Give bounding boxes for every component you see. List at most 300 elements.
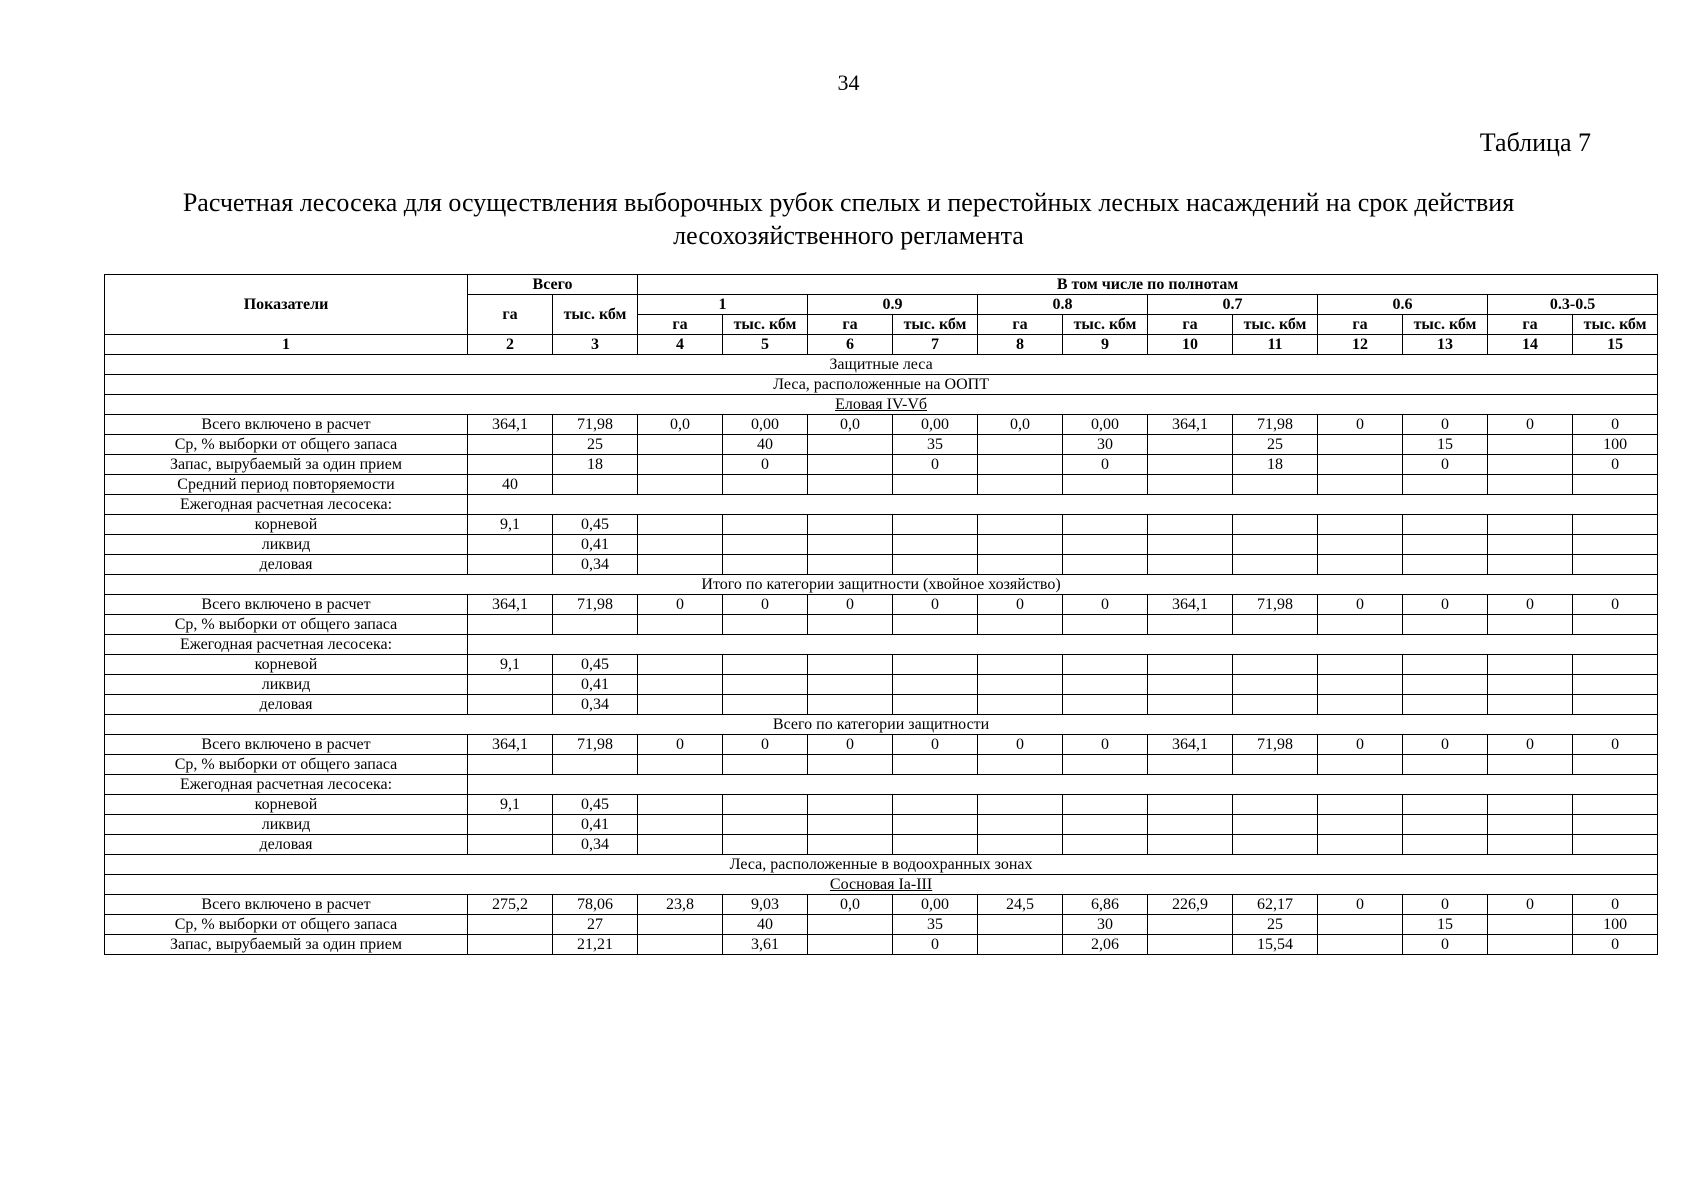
- table-cell: [1318, 915, 1403, 935]
- header-density: 0.8: [978, 295, 1148, 315]
- table-cell: [638, 515, 723, 535]
- empty-span-cell: [468, 495, 1658, 515]
- table-cell: 0,41: [553, 675, 638, 695]
- table-cell: 0,00: [723, 415, 808, 435]
- table-cell: [1063, 675, 1148, 695]
- row-label: Ср, % выборки от общего запаса: [105, 615, 468, 635]
- section-title: Всего по категории защитности: [105, 715, 1658, 735]
- table-cell: [893, 755, 978, 775]
- table-cell: [893, 655, 978, 675]
- table-cell: 0,45: [553, 515, 638, 535]
- section-title: Защитные леса: [105, 355, 1658, 375]
- header-ha: га: [638, 315, 723, 335]
- row-label: Всего включено в расчет: [105, 895, 468, 915]
- table-cell: [1148, 615, 1233, 635]
- table-row: [105, 595, 1658, 615]
- header-vol: тыс. кбм: [723, 315, 808, 335]
- table-cell: [1488, 555, 1573, 575]
- table-cell: [1148, 815, 1233, 835]
- table-cell: [1063, 795, 1148, 815]
- table-cell: [468, 555, 553, 575]
- table-cell: [638, 475, 723, 495]
- table-cell: [1318, 935, 1403, 955]
- header-including: В том числе по полнотам: [638, 275, 1658, 295]
- table-cell: [468, 695, 553, 715]
- table-cell: 71,98: [1233, 735, 1318, 755]
- table-cell: 0,00: [1063, 415, 1148, 435]
- table-row: [105, 675, 1658, 695]
- table-cell: [808, 615, 893, 635]
- table-cell: 0: [893, 935, 978, 955]
- table-cell: [1148, 795, 1233, 815]
- column-number: 10: [1148, 335, 1233, 355]
- table-cell: [808, 695, 893, 715]
- table-cell: 15: [1403, 915, 1488, 935]
- table-cell: 0: [1063, 455, 1148, 475]
- table-cell: [978, 435, 1063, 455]
- column-number: 3: [553, 335, 638, 355]
- table-cell: 226,9: [1148, 895, 1233, 915]
- table-cell: 0: [1403, 455, 1488, 475]
- row-label: ликвид: [105, 815, 468, 835]
- table-cell: [1573, 535, 1658, 555]
- table-cell: [1148, 675, 1233, 695]
- row-label: Ср, % выборки от общего запаса: [105, 755, 468, 775]
- table-cell: [978, 795, 1063, 815]
- table-cell: [1488, 655, 1573, 675]
- table-cell: [638, 935, 723, 955]
- table-cell: 9,03: [723, 895, 808, 915]
- table-cell: [1403, 475, 1488, 495]
- table-cell: [723, 795, 808, 815]
- header-row-1: [105, 275, 1658, 295]
- table-cell: [808, 755, 893, 775]
- table-cell: [1318, 655, 1403, 675]
- table-cell: 0: [1573, 735, 1658, 755]
- table-cell: [723, 675, 808, 695]
- table-cell: [893, 695, 978, 715]
- table-row: [105, 755, 1658, 775]
- table-cell: 0: [1318, 895, 1403, 915]
- table-cell: 35: [893, 915, 978, 935]
- table-cell: [978, 555, 1063, 575]
- table-cell: 78,06: [553, 895, 638, 915]
- table-cell: [1233, 515, 1318, 535]
- header-total: Всего: [468, 275, 638, 295]
- table-cell: 0: [638, 595, 723, 615]
- table-cell: 0: [1063, 595, 1148, 615]
- table-cell: 0: [1318, 595, 1403, 615]
- table-cell: [1573, 795, 1658, 815]
- table-cell: [1573, 515, 1658, 535]
- header-ha: га: [808, 315, 893, 335]
- table-cell: [1488, 435, 1573, 455]
- table-cell: [1148, 695, 1233, 715]
- table-cell: 0: [978, 735, 1063, 755]
- table-cell: [638, 755, 723, 775]
- row-label: Всего включено в расчет: [105, 415, 468, 435]
- table-row: [105, 695, 1658, 715]
- row-label: деловая: [105, 555, 468, 575]
- table-cell: [1233, 555, 1318, 575]
- table-cell: 0,34: [553, 835, 638, 855]
- table-cell: [808, 675, 893, 695]
- table-cell: 40: [723, 435, 808, 455]
- table-row: [105, 935, 1658, 955]
- table-cell: [1573, 815, 1658, 835]
- table-cell: [808, 815, 893, 835]
- table-cell: [1403, 535, 1488, 555]
- table-cell: 0: [1403, 735, 1488, 755]
- row-label: корневой: [105, 655, 468, 675]
- table-cell: [978, 915, 1063, 935]
- table-cell: [893, 515, 978, 535]
- table-cell: [1403, 815, 1488, 835]
- table-row: [105, 735, 1658, 755]
- table-cell: 25: [553, 435, 638, 455]
- table-cell: 0: [893, 595, 978, 615]
- table-cell: [1148, 475, 1233, 495]
- table-cell: [1063, 535, 1148, 555]
- column-number: 2: [468, 335, 553, 355]
- table-row: [105, 895, 1658, 915]
- row-label: ликвид: [105, 675, 468, 695]
- header-total-ha: га: [468, 295, 553, 335]
- table-cell: [1573, 675, 1658, 695]
- table-row: [105, 515, 1658, 535]
- header-col-numbers: [105, 335, 1658, 355]
- table-cell: [468, 435, 553, 455]
- table-cell: 0: [723, 455, 808, 475]
- table-row: [105, 915, 1658, 935]
- row-label: Ежегодная расчетная лесосека:: [105, 495, 468, 515]
- table-cell: [1233, 535, 1318, 555]
- table-cell: [1063, 555, 1148, 575]
- table-cell: 30: [1063, 915, 1148, 935]
- row-label: Запас, вырубаемый за один прием: [105, 455, 468, 475]
- table-cell: 3,61: [723, 935, 808, 955]
- table-cell: 15,54: [1233, 935, 1318, 955]
- table-cell: 25: [1233, 915, 1318, 935]
- header-ha: га: [1488, 315, 1573, 335]
- page-number: 34: [837, 70, 860, 95]
- table-cell: 364,1: [468, 415, 553, 435]
- table-row: [105, 535, 1658, 555]
- table-cell: [1318, 475, 1403, 495]
- table-row: [105, 875, 1658, 895]
- header-ha: га: [1148, 315, 1233, 335]
- row-label: деловая: [105, 695, 468, 715]
- table-cell: 0: [808, 595, 893, 615]
- table-cell: [1488, 835, 1573, 855]
- table-cell: 0,45: [553, 795, 638, 815]
- table-row: [105, 835, 1658, 855]
- column-number: 7: [893, 335, 978, 355]
- row-label: деловая: [105, 835, 468, 855]
- table-row: [105, 355, 1658, 375]
- table-cell: 30: [1063, 435, 1148, 455]
- table-cell: [1573, 655, 1658, 675]
- table-cell: [638, 455, 723, 475]
- table-cell: 0: [723, 595, 808, 615]
- subsection-title: Еловая IV-Vб: [105, 395, 1658, 415]
- table-cell: [638, 815, 723, 835]
- table-cell: 15: [1403, 435, 1488, 455]
- table-cell: [1318, 615, 1403, 635]
- table-cell: 0,00: [893, 415, 978, 435]
- table-cell: 0,34: [553, 555, 638, 575]
- table-cell: [808, 935, 893, 955]
- row-label: Всего включено в расчет: [105, 735, 468, 755]
- table-cell: [1488, 455, 1573, 475]
- table-cell: [723, 655, 808, 675]
- table-cell: [978, 455, 1063, 475]
- table-label: Таблица 7: [1479, 128, 1591, 157]
- table-cell: 0: [1063, 735, 1148, 755]
- table-cell: 71,98: [553, 415, 638, 435]
- header-density: 0.6: [1318, 295, 1488, 315]
- table-cell: [1063, 815, 1148, 835]
- header-density: 0.7: [1148, 295, 1318, 315]
- header-indicators: Показатели: [105, 275, 468, 335]
- table-body: [105, 355, 1658, 955]
- table-cell: 0: [893, 735, 978, 755]
- table-cell: [978, 835, 1063, 855]
- table-cell: [468, 815, 553, 835]
- header-density: 0.3-0.5: [1488, 295, 1658, 315]
- table-cell: [1403, 655, 1488, 675]
- section-title: Итого по категории защитности (хвойное хозяйство): [105, 575, 1658, 595]
- table-cell: 0,41: [553, 815, 638, 835]
- table-cell: 0,0: [808, 895, 893, 915]
- table-cell: 71,98: [553, 735, 638, 755]
- table-cell: [1148, 535, 1233, 555]
- table-cell: [1573, 835, 1658, 855]
- table-row: [105, 795, 1658, 815]
- document-title: Расчетная лесосека для осуществления выборочных рубок спелых и перестойных лесных насаждений на срок действия лесохозяйственного регламента: [182, 188, 1515, 250]
- table-cell: 0,0: [638, 415, 723, 435]
- table-cell: [638, 915, 723, 935]
- table-cell: [808, 795, 893, 815]
- table-cell: [808, 835, 893, 855]
- table-cell: [723, 615, 808, 635]
- table-cell: [1488, 515, 1573, 535]
- header-vol: тыс. кбм: [1573, 315, 1658, 335]
- table-cell: 9,1: [468, 795, 553, 815]
- table-cell: [1148, 555, 1233, 575]
- table-cell: 25: [1233, 435, 1318, 455]
- table-cell: 40: [468, 475, 553, 495]
- column-number: 14: [1488, 335, 1573, 355]
- table-row: [105, 575, 1658, 595]
- table-cell: 364,1: [1148, 595, 1233, 615]
- table-row: [105, 395, 1658, 415]
- table-cell: [978, 515, 1063, 535]
- header-total-vol: тыс. кбм: [553, 295, 638, 335]
- table-cell: 0,0: [978, 415, 1063, 435]
- table-cell: [1233, 815, 1318, 835]
- table-row: [105, 655, 1658, 675]
- table-cell: [638, 615, 723, 635]
- table-cell: [893, 835, 978, 855]
- table-cell: [1488, 695, 1573, 715]
- table-cell: [1573, 555, 1658, 575]
- table-cell: [723, 535, 808, 555]
- table-cell: [468, 835, 553, 855]
- table-cell: [723, 475, 808, 495]
- row-label: Ср, % выборки от общего запаса: [105, 435, 468, 455]
- table-cell: [723, 555, 808, 575]
- table-cell: [1403, 795, 1488, 815]
- table-row: [105, 855, 1658, 875]
- table-cell: 18: [1233, 455, 1318, 475]
- table-cell: [1403, 675, 1488, 695]
- table-row: [105, 715, 1658, 735]
- table-cell: [1488, 615, 1573, 635]
- column-number: 15: [1573, 335, 1658, 355]
- table-cell: [553, 615, 638, 635]
- table-cell: [1488, 935, 1573, 955]
- column-number: 11: [1233, 335, 1318, 355]
- table-cell: [1573, 475, 1658, 495]
- table-cell: [468, 535, 553, 555]
- table-row: [105, 555, 1658, 575]
- header-density: 1: [638, 295, 808, 315]
- row-label: Средний период повторяемости: [105, 475, 468, 495]
- table-cell: [1403, 695, 1488, 715]
- table-cell: 0: [1488, 735, 1573, 755]
- allowable-cut-table: [104, 274, 1658, 955]
- subsection-title: Сосновая Iа-III: [105, 875, 1658, 895]
- table-cell: 9,1: [468, 655, 553, 675]
- table-cell: [893, 475, 978, 495]
- table-cell: [1318, 515, 1403, 535]
- table-cell: 35: [893, 435, 978, 455]
- table-cell: 40: [723, 915, 808, 935]
- column-number: 5: [723, 335, 808, 355]
- table-cell: [978, 755, 1063, 775]
- table-cell: [1488, 755, 1573, 775]
- table-cell: [978, 615, 1063, 635]
- table-cell: 71,98: [1233, 415, 1318, 435]
- table-cell: 0,45: [553, 655, 638, 675]
- table-cell: [1063, 515, 1148, 535]
- table-cell: [808, 515, 893, 535]
- table-cell: [1488, 915, 1573, 935]
- table-cell: [1233, 835, 1318, 855]
- table-cell: [1148, 835, 1233, 855]
- column-number: 4: [638, 335, 723, 355]
- table-cell: [638, 655, 723, 675]
- table-cell: [1318, 555, 1403, 575]
- header-vol: тыс. кбм: [1063, 315, 1148, 335]
- table-cell: [638, 795, 723, 815]
- table-cell: 71,98: [1233, 595, 1318, 615]
- header-ha: га: [978, 315, 1063, 335]
- row-label: корневой: [105, 515, 468, 535]
- empty-span-cell: [468, 635, 1658, 655]
- table-cell: 0: [1488, 895, 1573, 915]
- table-row: [105, 815, 1658, 835]
- table-row: [105, 615, 1658, 635]
- table-cell: [723, 835, 808, 855]
- table-cell: 0,00: [893, 895, 978, 915]
- table-cell: [1488, 535, 1573, 555]
- table-cell: [893, 615, 978, 635]
- table-cell: [978, 655, 1063, 675]
- table-cell: 0,41: [553, 535, 638, 555]
- table-cell: [1233, 795, 1318, 815]
- table-cell: [978, 475, 1063, 495]
- column-number: 6: [808, 335, 893, 355]
- table-cell: 0,34: [553, 695, 638, 715]
- table-cell: [808, 555, 893, 575]
- column-number: 12: [1318, 335, 1403, 355]
- empty-span-cell: [468, 775, 1658, 795]
- table-cell: 62,17: [1233, 895, 1318, 915]
- table-cell: [1488, 475, 1573, 495]
- table-cell: 100: [1573, 435, 1658, 455]
- table-cell: 9,1: [468, 515, 553, 535]
- table-cell: [1573, 615, 1658, 635]
- table-cell: 364,1: [1148, 415, 1233, 435]
- table-row: [105, 435, 1658, 455]
- row-label: Ежегодная расчетная лесосека:: [105, 635, 468, 655]
- table-cell: [1318, 815, 1403, 835]
- table-cell: 18: [553, 455, 638, 475]
- table-cell: [808, 655, 893, 675]
- table-cell: [638, 555, 723, 575]
- table-cell: [1148, 915, 1233, 935]
- section-title: Леса, расположенные в водоохранных зонах: [105, 855, 1658, 875]
- table-cell: 0: [1318, 415, 1403, 435]
- row-label: корневой: [105, 795, 468, 815]
- table-cell: 0: [1573, 415, 1658, 435]
- header-ha: га: [1318, 315, 1403, 335]
- table-cell: 0,0: [808, 415, 893, 435]
- table-cell: [1573, 695, 1658, 715]
- table-cell: [723, 515, 808, 535]
- table-cell: 0: [1573, 935, 1658, 955]
- table-cell: [893, 675, 978, 695]
- table-cell: [1148, 455, 1233, 475]
- table-cell: [1063, 695, 1148, 715]
- header-vol: тыс. кбм: [893, 315, 978, 335]
- table-cell: 0: [1573, 895, 1658, 915]
- table-cell: 0: [1488, 595, 1573, 615]
- column-number: 13: [1403, 335, 1488, 355]
- table-cell: 275,2: [468, 895, 553, 915]
- table-cell: [468, 915, 553, 935]
- table-cell: [1233, 695, 1318, 715]
- table-cell: [1488, 675, 1573, 695]
- table-cell: 24,5: [978, 895, 1063, 915]
- table-cell: [1148, 515, 1233, 535]
- table-cell: [1148, 655, 1233, 675]
- table-cell: [638, 675, 723, 695]
- table-cell: [893, 555, 978, 575]
- table-cell: [1403, 615, 1488, 635]
- table-cell: 71,98: [553, 595, 638, 615]
- table-cell: [553, 755, 638, 775]
- table-cell: [1403, 755, 1488, 775]
- table-cell: [1318, 755, 1403, 775]
- table-row: [105, 475, 1658, 495]
- table-cell: [808, 455, 893, 475]
- table-cell: [1063, 835, 1148, 855]
- table-header: [105, 275, 1658, 355]
- table-cell: [468, 455, 553, 475]
